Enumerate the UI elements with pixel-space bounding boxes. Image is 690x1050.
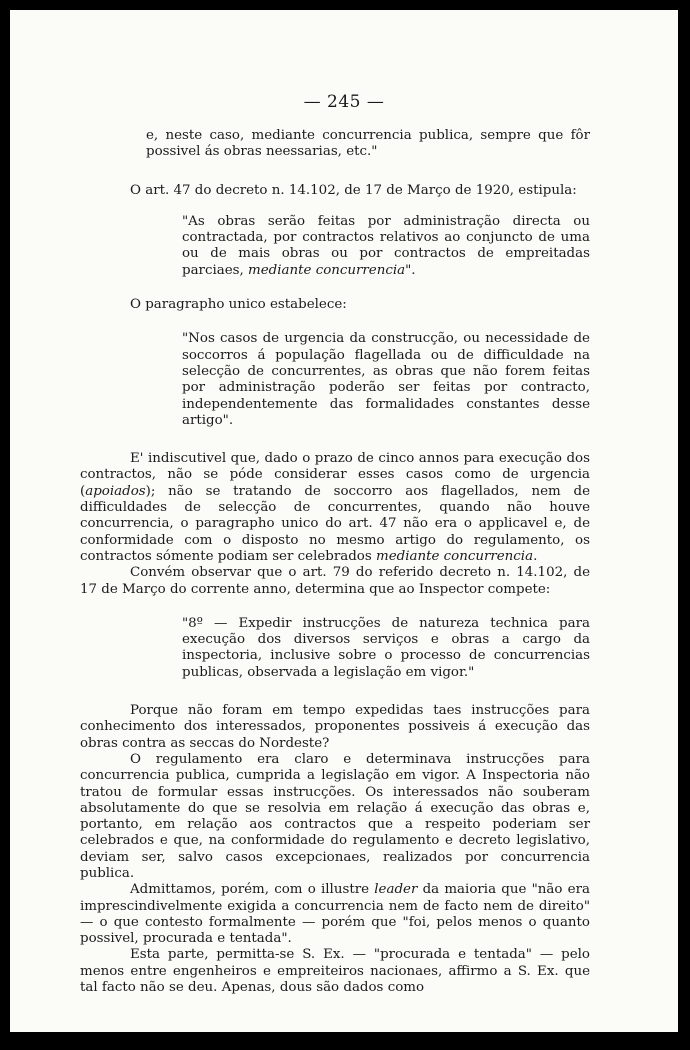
paragraph: O regulamento era claro e determinava instrucções para concurrencia publica, cumprida a legislação em vigor. A Inspectoria não tratou de formular essas instrucções. Os interessados não souberam absolutamente do que se resolvia em relação á execução das obras e, portanto, em relação aos contractos que a respeito poderiam ser celebrados e que, na conformidade do regulamento e decreto legislativo, deviam ser, salvo casos excepcionaes, realizados por concurrencia publica.	[80, 751, 590, 881]
emphasis: apoiados	[85, 483, 146, 499]
paragraph-text: Admittamos, porém, com o illustre	[130, 882, 375, 898]
quote-text: "As obras serão feitas por administração directa ou contractada, por contractos relativos ao conjuncto de uma ou de mais obras ou por contractos de empreitadas parciaes,	[182, 213, 590, 278]
emphasis: leader	[374, 882, 418, 898]
emphasis: mediante concurrencia	[248, 262, 406, 278]
page-body	[80, 128, 590, 996]
paragraph-text: ); não se tratando de soccorro aos flagellados, nem de difficuldades de selecção de concurrentes, quando não houve concurrencia, o paragrapho unico do art. 47 não era o applicavel e, de conformidade com o disposto no mesmo artigo do regulamento, os contractos sómente podiam ser celebrados	[80, 483, 590, 564]
paragraph: Porque não foram em tempo expedidas taes instrucções para conhecimento dos interessados, proponentes possiveis á execução das obras contra as seccas do Nordeste?	[80, 703, 590, 751]
page-number: — 245 —	[303, 92, 385, 112]
paragraph: Convém observar que o art. 79 do referido decreto n. 14.102, de 17 de Março do corrente anno, determina que ao Inspector compete:	[80, 565, 590, 597]
paragraph	[80, 451, 590, 565]
quote-continuation: e, neste caso, mediante concurrencia publica, sempre que fôr possivel ás obras neessarias, etc."	[146, 128, 590, 160]
paragraph: O art. 47 do decreto n. 14.102, de 17 de Março de 1920, estipula:	[130, 182, 577, 198]
emphasis: mediante concurrencia	[376, 548, 534, 564]
quote-text: ".	[405, 262, 416, 278]
block-quote	[80, 214, 590, 279]
block-quote: "Nos casos de urgencia da construcção, ou necessidade de soccorros á população flagellada ou de difficuldade na selecção de concurrentes, as obras que não forem feitas por administração poderão ser feitas por contracto, independentemente das formalidades constantes desse artigo".	[182, 331, 590, 428]
paragraph-text: E' indiscutivel que, dado o prazo de cinco annos para execução dos contractos, não se póde considerar esses casos como de urgencia (	[80, 451, 590, 499]
paragraph-text: da maioria que "não era imprescindivelmente exigida a concurrencia nem de facto nem de direito" — o que contesto formalmente — porém que "foi, pelos menos o quanto possivel, procurada e tentada".	[80, 882, 590, 947]
block-quote: "8º — Expedir instrucções de natureza technica para execução dos diversos serviços e obras a cargo da inspectoria, inclusive sobre o processo de concurrencias publicas, observada a legislação em vigor."	[182, 615, 590, 680]
paragraph	[80, 882, 590, 947]
document-page	[10, 10, 678, 1032]
paragraph: O paragrapho unico estabelece:	[130, 297, 347, 313]
paragraph: Esta parte, permitta-se S. Ex. — "procurada e tentada" — pelo menos entre engenheiros e empreiteiros nacionaes, affirmo a S. Ex. que tal facto não se deu. Apenas, dous são dados como	[80, 947, 590, 996]
paragraph-text: .	[533, 548, 538, 564]
